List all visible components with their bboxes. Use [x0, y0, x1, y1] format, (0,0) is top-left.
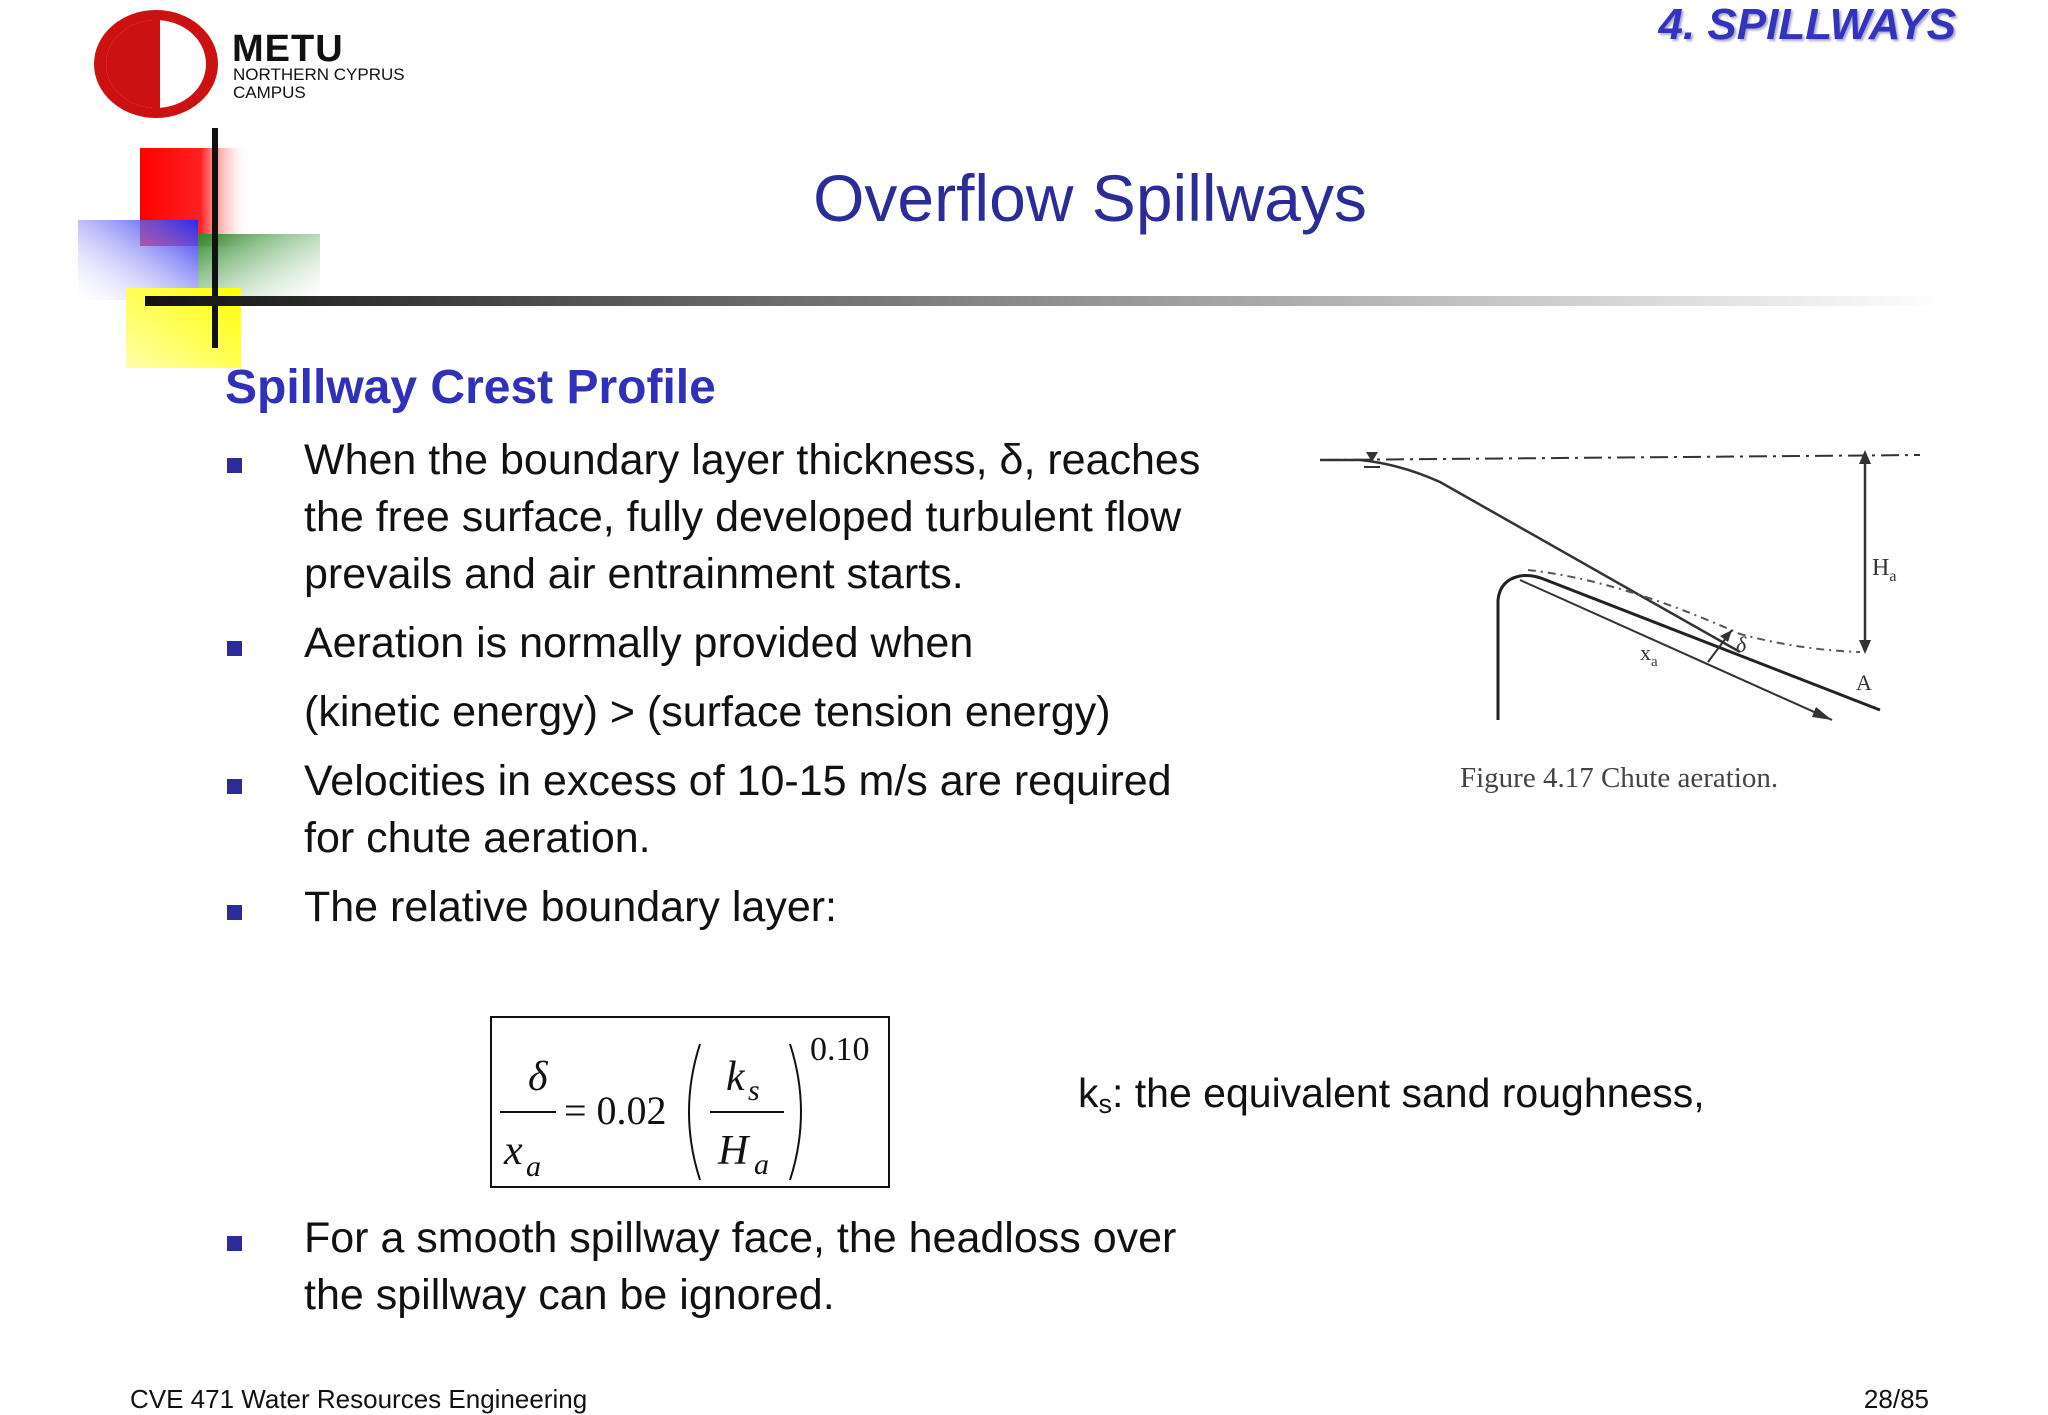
list-item: Velocities in excess of 10-15 m/s are required for chute aeration.: [225, 753, 1225, 867]
xa-arrow: [1520, 580, 1832, 720]
formula-ratio-numerator: k: [726, 1054, 745, 1100]
formula-lhs-denominator: x: [504, 1128, 523, 1174]
formula-ratio-denominator-sub: a: [754, 1148, 769, 1181]
ks-definition: $k_s$: the equivalent sand roughness,: [1078, 1070, 1705, 1119]
bullet-square-icon: [227, 641, 242, 656]
formula-ratio-denominator: H: [718, 1128, 749, 1174]
label-ha: $H_a$: [1872, 555, 1897, 585]
label-a: A: [1856, 670, 1872, 695]
footer-page-number: 28/85: [1863, 1384, 1929, 1414]
bullet-square-icon: [227, 905, 242, 920]
section-tag: 4. SPILLWAYS: [1658, 0, 1956, 49]
bullet-square-icon: [227, 779, 242, 794]
label-delta: δ: [1736, 632, 1747, 657]
formula-coefficient: = 0.02: [564, 1088, 667, 1133]
free-surface-line: [1320, 460, 1740, 652]
logo-wordmark: METU: [232, 28, 344, 70]
formula-lhs-denominator-sub: a: [526, 1150, 541, 1183]
footer-course: CVE 471 Water Resources Engineering: [130, 1384, 588, 1414]
list-item: The relative boundary layer:: [225, 879, 1225, 936]
figure-caption: Figure 4.17 Chute aeration.: [1460, 762, 1779, 794]
boundary-layer-curve: [1528, 570, 1860, 652]
energy-line: [1320, 455, 1920, 460]
spillway-crest-profile: [1498, 576, 1880, 721]
slide-title: Overflow Spillways: [813, 161, 1367, 235]
list-item: When the boundary layer thickness, δ, reaches the free surface, fully developed turbulent flow prevails and air entrainment starts.: [225, 432, 1225, 603]
logo-subtitle: NORTHERN CYPRUS CAMPUS: [233, 65, 405, 102]
label-xa: $x_a$: [1640, 640, 1658, 670]
boundary-layer-formula: [490, 1016, 890, 1188]
formula-ratio-numerator-sub: s: [748, 1074, 760, 1107]
bullet-square-icon: [227, 458, 242, 473]
bullet-list: [225, 432, 1225, 936]
decorative-squares-icon: [78, 128, 328, 378]
list-item: Aeration is normally provided when (kinetic energy) > (surface tension energy): [225, 615, 1225, 741]
title-underline-rule: [145, 296, 1945, 306]
bullet-square-icon: [227, 1236, 242, 1251]
metu-logo-icon: [88, 4, 228, 124]
formula-exponent: 0.10: [810, 1031, 870, 1068]
chute-aeration-figure: [1320, 430, 1920, 730]
formula-lhs-numerator: δ: [528, 1054, 548, 1100]
section-subheading: Spillway Crest Profile: [225, 361, 716, 414]
